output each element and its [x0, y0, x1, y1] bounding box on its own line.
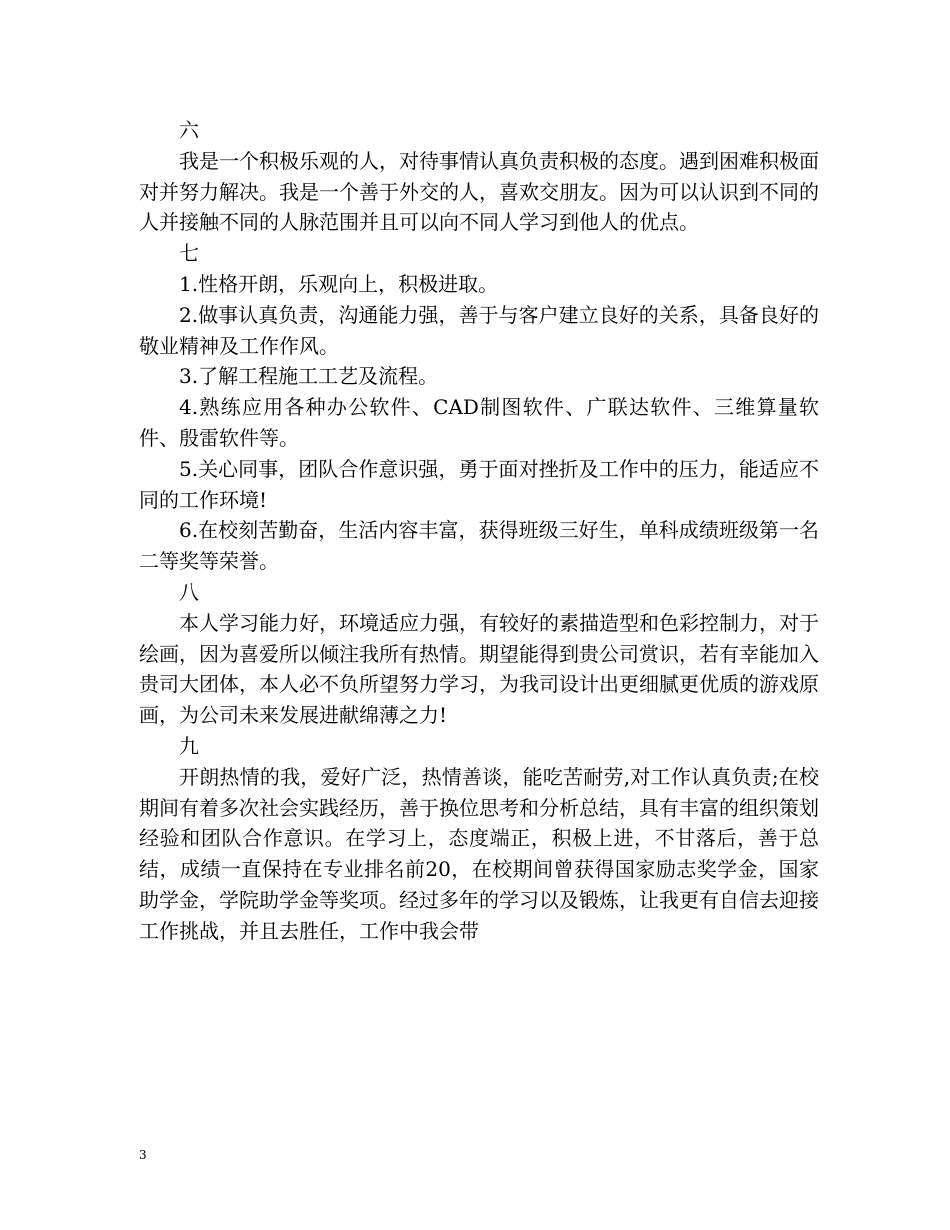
- paragraph: 我是一个积极乐观的人，对待事情认真负责积极的态度。遇到困难积极面对并努力解决。我是一个善于外交的人，喜欢交朋友。因为可以认识到不同的人并接触不同的人脉范围并且可以向不同人学习到他人的优点。: [139, 148, 819, 235]
- section-heading-6: 六: [179, 118, 199, 142]
- paragraph: 开朗热情的我，爱好广泛，热情善谈，能吃苦耐劳,对工作认真负责;在校期间有着多次社会实践经历，善于换位思考和分析总结，具有丰富的组织策划经验和团队合作意识。在学习上，态度端正，积极上进，不甘落后，善于总结，成绩一直保持在专业排名前20，在校期间曾获得国家励志奖学金，国家助学金，学院助学金等奖项。经过多年的学习以及锻炼，让我更有自信去迎接工作挑战，并且去胜任，工作中我会带: [139, 764, 819, 943]
- list-item: 2.做事认真负责，沟通能力强，善于与客户建立良好的关系，具备良好的敬业精神及工作作风。: [139, 302, 819, 358]
- section-heading-8: 八: [179, 579, 199, 604]
- section-heading-7: 七: [179, 241, 199, 266]
- document-body: [139, 115, 819, 947]
- paragraph: 本人学习能力好，环境适应力强，有较好的素描造型和色彩控制力，对于绘画，因为喜爱所以倾注我所有热情。期望能得到贵公司赏识，若有幸能加入贵司大团体，本人必不负所望努力学习，为我司设计出更细腻更优质的游戏原画，为公司未来发展进献绵薄之力!: [139, 610, 819, 728]
- section-heading-9: 九: [179, 733, 199, 758]
- list-item: 4.熟练应用各种办公软件、CAD制图软件、广联达软件、三维算量软件、殷雷软件等。: [139, 395, 819, 450]
- list-item: 6.在校刻苦勤奋，生活内容丰富，获得班级三好生，单科成绩班级第一名二等奖等荣誉。: [139, 518, 819, 574]
- page-number: 3: [139, 1148, 147, 1162]
- list-item: 5.关心同事，团队合作意识强，勇于面对挫折及工作中的压力，能适应不同的工作环境!: [139, 456, 819, 512]
- list-item: 3.了解工程施工工艺及流程。: [179, 364, 439, 389]
- list-item: 1.性格开朗，乐观向上，积极进取。: [179, 271, 499, 296]
